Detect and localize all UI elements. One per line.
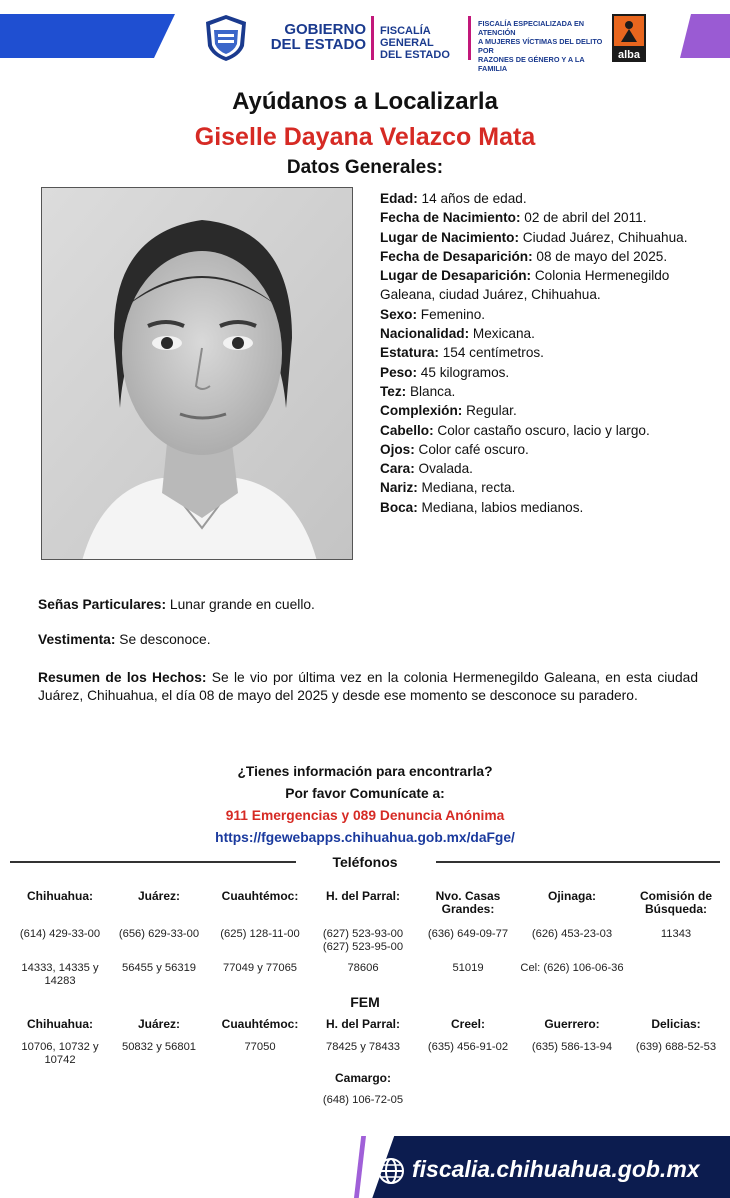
info-value: Color café oscuro. bbox=[414, 441, 529, 457]
info-row bbox=[380, 247, 700, 266]
info-value: Femenino. bbox=[417, 306, 486, 322]
footer bbox=[0, 1136, 730, 1198]
info-label: Fecha de Desaparición: bbox=[380, 248, 533, 264]
info-value: Mediana, recta. bbox=[417, 480, 516, 496]
state-shield-icon bbox=[204, 14, 248, 62]
info-label: Estatura: bbox=[380, 345, 439, 361]
table-header-cell: Delicias: bbox=[651, 1017, 701, 1031]
clothing-value: Se desconoce. bbox=[115, 632, 211, 647]
contact-please: Por favor Comunícate a: bbox=[285, 786, 445, 801]
info-label: Sexo: bbox=[380, 306, 418, 322]
footer-website[interactable]: fiscalia.chihuahua.gob.mx bbox=[412, 1156, 700, 1182]
info-value: Mediana, labios medianos. bbox=[417, 499, 584, 515]
table-header-cell: Cuauhtémoc: bbox=[221, 889, 299, 903]
table-header-cell: Juárez: bbox=[137, 1017, 181, 1031]
alba-icon bbox=[612, 14, 646, 62]
fem-line2: A MUJERES VÍCTIMAS DEL DELITO POR bbox=[478, 37, 603, 55]
fem-logo-text bbox=[478, 19, 606, 73]
table-header-cell: Creel: bbox=[450, 1017, 485, 1031]
summary bbox=[38, 669, 698, 705]
table-header-cell: Nvo. Casas Grandes: bbox=[435, 889, 501, 916]
phones-title: Teléfonos bbox=[332, 854, 398, 870]
table-cell: 51019 bbox=[452, 962, 484, 974]
table-cell: 77050 bbox=[244, 1041, 276, 1053]
footer-purple-stripe bbox=[354, 1136, 366, 1198]
poster-title: Ayúdanos a Localizarla bbox=[232, 88, 498, 115]
camargo-label: Camargo: bbox=[334, 1071, 391, 1085]
info-row bbox=[380, 498, 700, 517]
info-label: Ojos: bbox=[380, 441, 415, 457]
info-label: Cara: bbox=[380, 461, 415, 477]
table-cell: (656) 629-33-00 bbox=[118, 928, 200, 940]
table-cell: (625) 128-11-00 bbox=[220, 928, 300, 940]
fem-line3: RAZONES DE GÉNERO Y A LA FAMILIA bbox=[478, 55, 585, 73]
clothing bbox=[38, 631, 698, 649]
table-cell: (636) 649-09-77 bbox=[427, 928, 509, 940]
table-header-cell: Comisión de Búsqueda: bbox=[639, 889, 712, 916]
missing-person-name: Giselle Dayana Velazco Mata bbox=[194, 123, 536, 151]
table-cell: (635) 456-91-02 bbox=[427, 1041, 509, 1053]
table-cell: (627) 523-93-00 (627) 523-95-00 bbox=[322, 928, 404, 953]
table-header-cell: Cuauhtémoc: bbox=[221, 1017, 299, 1031]
info-row bbox=[380, 459, 700, 478]
table-cell: 14333, 14335 y 14283 bbox=[21, 962, 99, 987]
info-label: Peso: bbox=[380, 364, 418, 380]
info-value: 14 años de edad. bbox=[417, 191, 527, 206]
info-row bbox=[380, 421, 700, 440]
fiscalia-line1: FISCALÍA GENERAL bbox=[380, 25, 434, 49]
info-row bbox=[380, 324, 700, 343]
info-value: 08 de mayo del 2025. bbox=[532, 248, 668, 264]
info-value: Blanca. bbox=[406, 383, 456, 399]
camargo-phone: (648) 106-72-05 bbox=[322, 1094, 404, 1106]
fiscalia-line2: DEL ESTADO bbox=[380, 49, 450, 61]
table-cell: 56455 y 56319 bbox=[121, 962, 197, 974]
info-value: 02 de abril del 2011. bbox=[520, 210, 647, 226]
info-row bbox=[380, 228, 700, 247]
info-value: Colonia Hermenegildo Galeana, ciudad Juárez, Chihuahua. bbox=[380, 268, 670, 303]
info-row bbox=[380, 382, 700, 401]
info-value: Color castaño oscuro, lacio y largo. bbox=[433, 422, 650, 438]
globe-icon bbox=[376, 1156, 406, 1186]
table-header-cell: Ojinaga: bbox=[547, 889, 596, 903]
info-value: 45 kilogramos. bbox=[417, 364, 510, 380]
distinctive-marks bbox=[38, 596, 698, 614]
info-row bbox=[380, 266, 700, 305]
table-cell: (635) 586-13-94 bbox=[531, 1041, 613, 1053]
header bbox=[0, 0, 730, 80]
info-label: Lugar de Nacimiento: bbox=[380, 229, 519, 245]
info-value: Mexicana. bbox=[469, 326, 535, 342]
info-row bbox=[380, 363, 700, 382]
info-row bbox=[380, 189, 700, 208]
gobierno-logo-text bbox=[254, 22, 366, 52]
info-row bbox=[380, 478, 700, 497]
header-blue-stripe bbox=[0, 14, 175, 58]
general-data-list bbox=[380, 189, 700, 517]
info-label: Nariz: bbox=[380, 480, 418, 496]
summary-value: Se le vio por última vez en la colonia Hermenegildo Galeana, en esta ciudad Juárez, Chihuahua, el día 08 de mayo del 2025 y desde ese momento se desconoce su paradero. bbox=[38, 670, 698, 703]
clothing-label: Vestimenta: bbox=[38, 632, 116, 647]
info-row bbox=[380, 343, 700, 362]
table-header-cell: H. del Parral: bbox=[325, 1017, 401, 1031]
distinctive-marks-label: Señas Particulares: bbox=[38, 597, 167, 612]
distinctive-marks-value: Lunar grande en cuello. bbox=[166, 597, 315, 612]
info-label: Nacionalidad: bbox=[380, 326, 470, 342]
fem-title: FEM bbox=[350, 994, 380, 1010]
table-cell: (626) 453-23-03 bbox=[531, 928, 613, 940]
table-cell: (639) 688-52-53 bbox=[635, 1041, 717, 1053]
info-label: Cabello: bbox=[380, 422, 434, 438]
report-link[interactable]: https://fgewebapps.chihuahua.gob.mx/daFge/ bbox=[215, 830, 515, 845]
gobierno-line2: DEL ESTADO bbox=[270, 36, 366, 53]
table-cell: 78606 bbox=[347, 962, 379, 974]
table-cell: 10706, 10732 y 10742 bbox=[21, 1041, 99, 1066]
info-value: Ovalada. bbox=[414, 461, 473, 477]
info-row bbox=[380, 401, 700, 420]
info-label: Tez: bbox=[380, 383, 407, 399]
fiscalia-logo-text bbox=[380, 25, 464, 61]
table-cell: 11343 bbox=[660, 928, 692, 940]
table-cell: 50832 y 56801 bbox=[121, 1041, 197, 1053]
info-label: Lugar de Desaparición: bbox=[380, 268, 532, 284]
table-header-cell: Chihuahua: bbox=[27, 1017, 93, 1031]
gobierno-line1: GOBIERNO bbox=[284, 21, 366, 38]
table-cell: (614) 429-33-00 bbox=[19, 928, 101, 940]
info-value: 154 centímetros. bbox=[438, 345, 544, 361]
alba-label: alba bbox=[617, 49, 641, 61]
divider bbox=[468, 16, 471, 60]
info-label: Boca: bbox=[380, 499, 418, 515]
missing-person-photo bbox=[41, 187, 353, 560]
info-value: Ciudad Juárez, Chihuahua. bbox=[518, 229, 688, 245]
header-purple-stripe bbox=[680, 14, 730, 58]
summary-label: Resumen de los Hechos: bbox=[38, 670, 207, 685]
table-cell: Cel: (626) 106-06-36 bbox=[520, 962, 624, 974]
info-label: Complexión: bbox=[380, 403, 463, 419]
info-row bbox=[380, 305, 700, 324]
info-label: Fecha de Nacimiento: bbox=[380, 210, 521, 226]
table-header-cell: Guerrero: bbox=[544, 1017, 600, 1031]
info-row bbox=[380, 208, 700, 227]
table-header-cell: Juárez: bbox=[137, 889, 181, 903]
emergency-numbers: 911 Emergencias y 089 Denuncia Anónima bbox=[225, 808, 505, 823]
alba-logo bbox=[612, 14, 646, 62]
info-row bbox=[380, 440, 700, 459]
table-header-cell: Chihuahua: bbox=[27, 889, 93, 903]
table-cell: 77049 y 77065 bbox=[222, 962, 298, 974]
info-value: Regular. bbox=[462, 403, 517, 419]
contact-question: ¿Tienes información para encontrarla? bbox=[237, 764, 493, 779]
divider bbox=[371, 16, 374, 60]
info-label: Edad: bbox=[380, 191, 418, 206]
fem-line1: FISCALÍA ESPECIALIZADA EN ATENCIÓN bbox=[478, 19, 585, 37]
table-cell: 78425 y 78433 bbox=[325, 1041, 401, 1053]
section-heading: Datos Generales: bbox=[286, 157, 444, 178]
table-header-cell: H. del Parral: bbox=[325, 889, 401, 903]
portrait-illustration bbox=[42, 188, 353, 560]
